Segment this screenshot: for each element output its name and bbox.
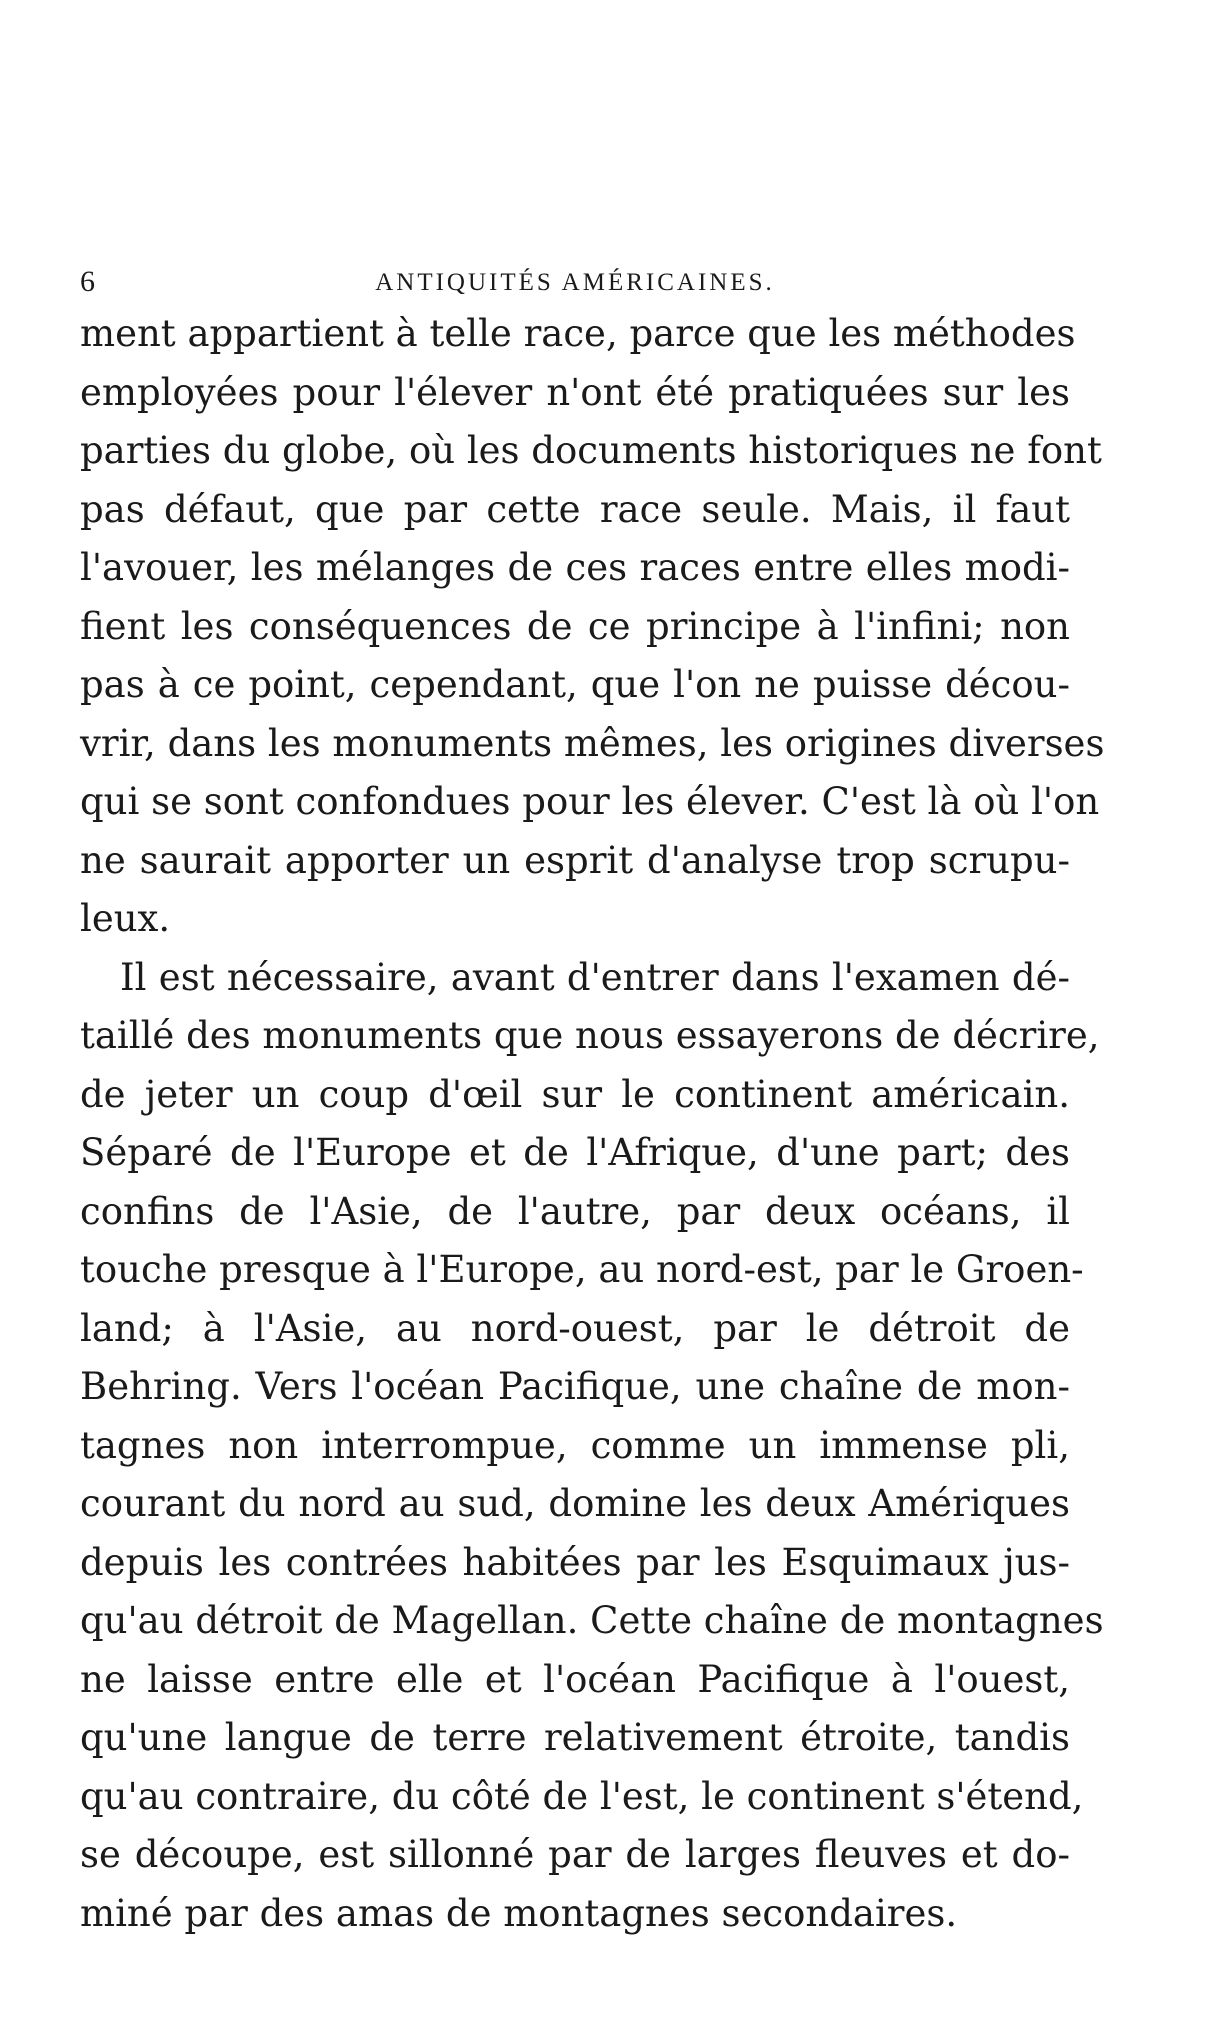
text-line: leux.: [80, 897, 171, 940]
running-title: ANTIQUITÉS AMÉRICAINES.: [375, 269, 775, 296]
text-line: courant du nord au sud, domine les deux Amériques: [80, 1482, 1070, 1525]
text-line: se découpe, est sillonné par de larges fleuves et do-: [80, 1833, 1070, 1876]
text-line: de jeter un coup d'œil sur le continent américain.: [80, 1072, 1070, 1116]
book-page: [80, 265, 1105, 1943]
page-number: 6: [80, 265, 96, 298]
text-line: qu'une langue de terre relativement étroite, tandis: [80, 1716, 1070, 1759]
text-line: tagnes non interrompue, comme un immense pli,: [80, 1423, 1070, 1467]
text-line: qu'au contraire, du côté de l'est, le continent s'étend,: [80, 1774, 1084, 1818]
text-line: vrir, dans les monuments mêmes, les origines diverses: [80, 721, 1105, 765]
text-line: taillé des monuments que nous essayerons de décrire,: [80, 1014, 1100, 1057]
text-line: miné par des amas de montagnes secondaires.: [80, 1891, 958, 1935]
running-head: [80, 265, 1070, 301]
text-line: ment appartient à telle race, parce que les méthodes: [80, 312, 1076, 355]
text-line: qu'au détroit de Magellan. Cette chaîne de montagnes: [80, 1599, 1104, 1642]
text-line: land; à l'Asie, au nord-ouest, par le détroit de: [80, 1306, 1070, 1350]
text-line: pas à ce point, cependant, que l'on ne puisse décou-: [80, 663, 1070, 706]
text-line: fient les conséquences de ce principe à l'infini; non: [80, 604, 1070, 648]
text-line: parties du globe, où les documents historiques ne font: [80, 429, 1102, 472]
text-line: Séparé de l'Europe et de l'Afrique, d'une part; des: [80, 1131, 1070, 1174]
text-line: pas défaut, que par cette race seule. Mais, il faut: [80, 487, 1070, 531]
text-line: l'avouer, les mélanges de ces races entre elles modi-: [80, 546, 1070, 589]
text-line: qui se sont confondues pour les élever. C'est là où l'on: [80, 780, 1100, 823]
text-line: Behring. Vers l'océan Pacifique, une chaîne de mon-: [80, 1365, 1070, 1408]
text-line: employées pour l'élever n'ont été pratiquées sur les: [80, 370, 1070, 414]
text-line: confins de l'Asie, de l'autre, par deux océans, il: [80, 1189, 1070, 1233]
text-line: depuis les contrées habitées par les Esquimaux jus-: [80, 1540, 1070, 1584]
paragraph-1: [80, 305, 1105, 949]
text-line: ne laisse entre elle et l'océan Pacifique à l'ouest,: [80, 1657, 1070, 1701]
text-line: ne saurait apporter un esprit d'analyse trop scrupu-: [80, 838, 1070, 882]
text-line: touche presque à l'Europe, au nord-est, par le Groen-: [80, 1248, 1084, 1291]
text-line: Il est nécessaire, avant d'entrer dans l'examen dé-: [120, 955, 1070, 999]
paragraph-2: [80, 949, 1104, 1944]
